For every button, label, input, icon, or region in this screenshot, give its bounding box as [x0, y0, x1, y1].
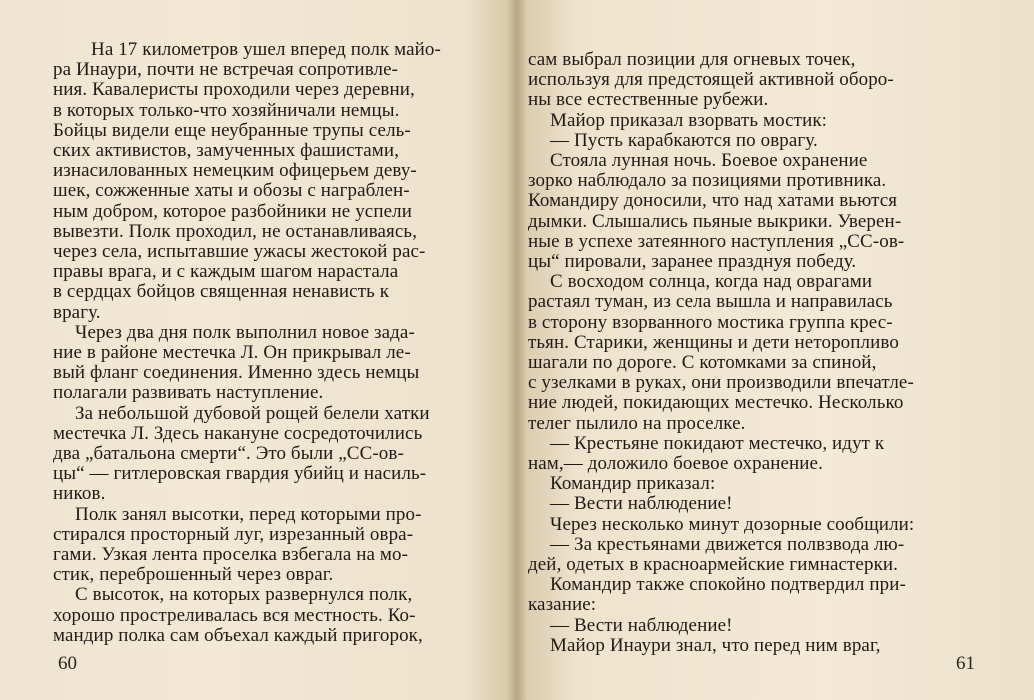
text-line: Командиру доносили, что над хатами вьются — [528, 190, 898, 212]
text-line: два „батальона смерти“. Это были „СС-ов- — [53, 443, 404, 465]
text-line: вый фланг соединения. Именно здесь немцы — [53, 362, 420, 384]
text-line: — Вести наблюдение! — [550, 493, 733, 515]
text-line: мандир полка сам объехал каждый пригорок, — [53, 624, 423, 646]
text-line: ны все естественные рубежи. — [528, 89, 769, 111]
text-line: Командир приказал: — [550, 473, 716, 495]
text-line: цы“ — гитлеровская гвардия убийц и насиль- — [53, 463, 427, 485]
text-line: ние людей, покидающих местечко. Несколько — [528, 392, 904, 414]
text-line: хорошо простреливалась вся местность. Ко- — [53, 604, 416, 626]
left-page-text — [53, 40, 483, 646]
text-line: вывезти. Полк проходил, не останавливаясь, — [53, 220, 418, 242]
text-line: Через несколько минут дозорные сообщили: — [550, 513, 915, 535]
text-line: — Пусть карабкаются по оврагу. — [550, 129, 818, 151]
text-line: гами. Узкая лента проселка взбегала на мо- — [53, 544, 409, 566]
text-line: стик, переброшенный через овраг. — [53, 564, 334, 586]
text-line: врагу. — [53, 301, 101, 323]
page-number: 60 — [58, 653, 77, 674]
text-line: изнасилованных немецким офицерьем деву- — [53, 160, 417, 182]
page-number: 61 — [956, 653, 975, 674]
text-line: — Вести наблюдение! — [550, 614, 733, 636]
text-line: ние в районе местечка Л. Он прикрывал ле- — [53, 342, 411, 364]
text-line: местечка Л. Здесь накануне сосредоточились — [53, 422, 423, 444]
text-line: — Крестьяне покидают местечко, идут к — [550, 432, 885, 454]
text-line: Через два дня полк выполнил новое зада- — [75, 321, 415, 343]
text-line: цы“ пировали, заранее празднуя победу. — [528, 251, 857, 273]
text-line: Майор Инаури знал, что перед ним враг, — [550, 634, 881, 656]
text-line: в сторону взорванного мостика группа крес- — [528, 311, 893, 333]
text-line: ным добром, которое разбойники не успели — [53, 200, 412, 222]
text-line: казание: — [528, 594, 597, 616]
text-line: в сердцах бойцов священная ненависть к — [53, 281, 390, 303]
text-line: С высоток, на которых развернулся полк, — [75, 584, 413, 606]
text-line: На 17 километров ушел вперед полк майо- — [91, 39, 441, 60]
text-line: шагали по дороге. С котомками за спиной, — [528, 352, 877, 374]
text-line: телег пылило на проселке. — [528, 412, 746, 434]
text-line: Майор приказал взорвать мостик: — [550, 109, 828, 131]
text-line: нам,— доложило боевое охранение. — [528, 453, 823, 475]
text-line: дей, одетых в красноармейские гимнастерки. — [528, 554, 899, 576]
text-line: шек, сожженные хаты и обозы с награблен- — [53, 180, 410, 202]
text-line: в которых только-что хозяйничали немцы. — [53, 99, 400, 121]
text-line: дымки. Слышались пьяные выкрики. Уверен- — [528, 210, 902, 232]
text-line: стирался просторный луг, изрезанный овра- — [53, 523, 414, 545]
text-line: с узелками в руках, они производили впечатле- — [528, 372, 914, 394]
text-line: За небольшой дубовой рощей белели хатки — [75, 402, 430, 424]
text-line: Полк занял высотки, перед которыми про- — [75, 503, 422, 525]
text-line: зорко наблюдало за позициями противника. — [528, 170, 887, 192]
text-line: С восходом солнца, когда над оврагами — [550, 271, 873, 293]
text-line: Бойцы видели еще неубранные трупы сель- — [53, 119, 411, 141]
text-line: ра Инаури, почти не встречая сопротивле- — [53, 59, 399, 81]
text-line: ников. — [53, 483, 106, 505]
text-line: через села, испытавшие ужасы жестокой рас- — [53, 241, 426, 263]
text-line: полагали развивать наступление. — [53, 382, 324, 404]
right-page-text — [528, 50, 960, 656]
text-line: Командир также спокойно подтвердил при- — [550, 574, 906, 596]
text-line: тьян. Старики, женщины и дети неторопливо — [528, 331, 899, 353]
text-line: — За крестьянами движется полвзвода лю- — [550, 533, 905, 555]
text-line: правы врага, и с каждым шагом нарастала — [53, 261, 399, 283]
text-line: ских активистов, замученных фашистами, — [53, 140, 400, 162]
text-line: Стояла лунная ночь. Боевое охранение — [550, 150, 868, 172]
text-line: ные в успехе затеянного наступления „СС-ов- — [528, 230, 905, 252]
text-line: используя для предстоящей активной оборо- — [528, 69, 894, 91]
text-line: растаял туман, из села вышла и направилась — [528, 291, 893, 313]
text-line: сам выбрал позиции для огневых точек, — [528, 49, 856, 70]
text-line: ния. Кавалеристы проходили через деревни, — [53, 79, 415, 101]
